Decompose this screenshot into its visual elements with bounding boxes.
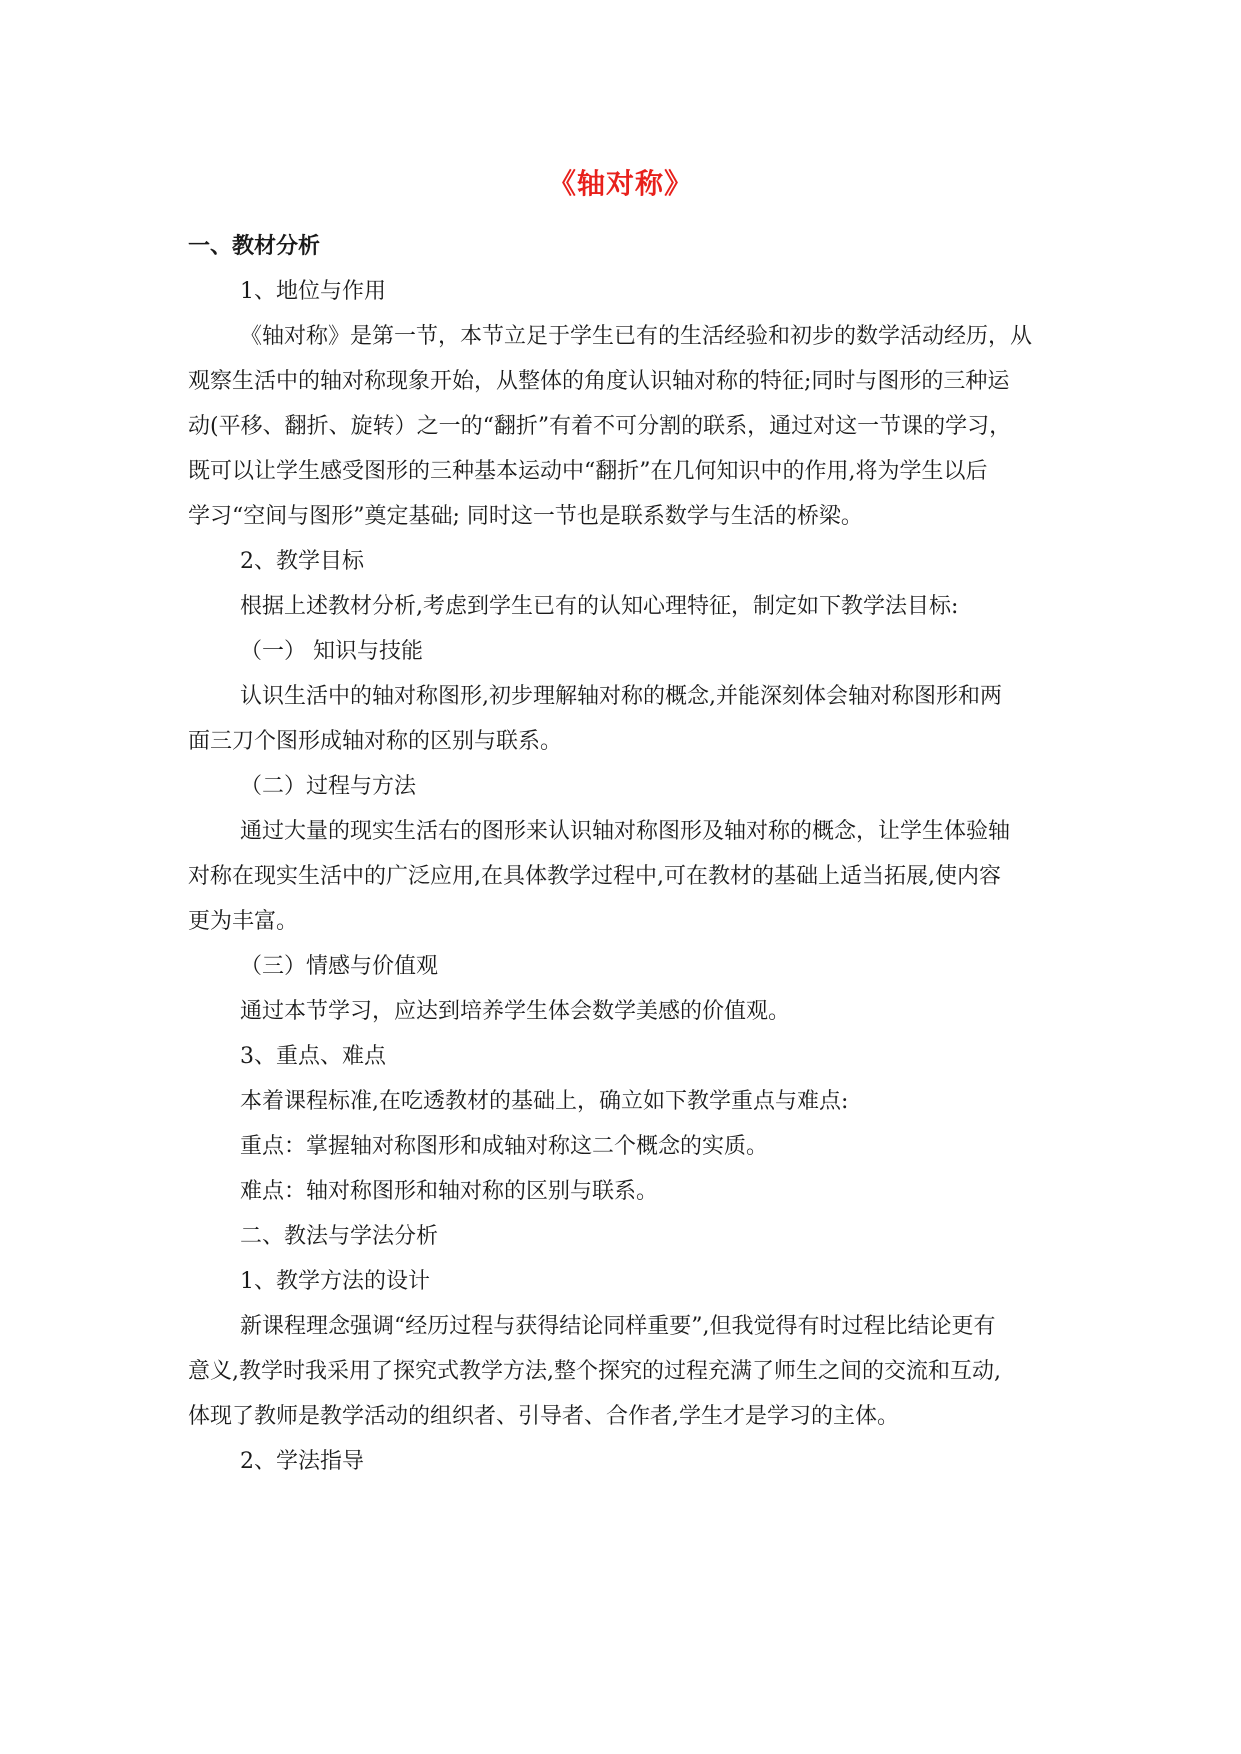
objective-heading-knowledge: （一） 知识与技能 [240,639,423,664]
paragraph-line: 对称在现实生活中的广泛应用,在具体教学过程中,可在教材的基础上适当拓展,使内容 [188,864,1001,889]
paragraph-line: 本着课程标准,在吃透教材的基础上，确立如下教学重点与难点: [240,1089,849,1114]
subsection-heading-2-2: 2、学法指导 [240,1449,364,1474]
paragraph-line: 通过本节学习，应达到培养学生体会数学美感的价值观。 [240,999,791,1024]
paragraph-line: 面三刀个图形成轴对称的区别与联系。 [188,729,563,754]
paragraph-line: 通过大量的现实生活右的图形来认识轴对称图形及轴对称的概念，让学生体验轴 [240,819,1011,844]
key-point-line: 重点：掌握轴对称图形和成轴对称这二个概念的实质。 [240,1134,769,1159]
paragraph-line: 《轴对称》是第一节，本节立足于学生已有的生活经验和初步的数学活动经历，从 [240,324,1033,349]
paragraph-line: 认识生活中的轴对称图形,初步理解轴对称的概念,并能深刻体会轴对称图形和两 [240,684,1002,709]
objective-heading-process: （二）过程与方法 [240,774,417,799]
subsection-heading-1-3: 3、重点、难点 [240,1044,386,1069]
paragraph-line: 根据上述教材分析,考虑到学生已有的认知心理特征，制定如下教学法目标: [240,594,959,619]
paragraph-line: 既可以让学生感受图形的三种基本运动中“翻折”在几何知识中的作用,将为学生以后 [188,459,988,484]
document-title: 《轴对称》 [547,167,693,200]
difficulty-line: 难点：轴对称图形和轴对称的区别与联系。 [240,1179,659,1204]
document-body [188,224,1060,1484]
paragraph-line: 学习“空间与图形”奠定基础; 同时这一节也是联系数学与生活的桥梁。 [188,504,863,529]
paragraph-line: 体现了教师是教学活动的组织者、引导者、合作者,学生才是学习的主体。 [188,1404,899,1429]
section-heading-1: 一、教材分析 [188,234,321,259]
subsection-heading-1-1: 1、地位与作用 [240,279,386,304]
paragraph-line: 观察生活中的轴对称现象开始，从整体的角度认识轴对称的特征;同时与图形的三种运 [188,369,1010,394]
objective-heading-values: （三）情感与价值观 [240,954,439,979]
paragraph-line: 更为丰富。 [188,909,299,934]
paragraph-line: 动(平移、翻折、旋转）之一的“翻折”有着不可分割的联系，通过对这一节课的学习， [188,414,1012,439]
subsection-heading-2-1: 1、教学方法的设计 [240,1269,430,1294]
paragraph-line: 意义,教学时我采用了探究式教学方法,整个探究的过程充满了师生之间的交流和互动, [188,1359,1001,1384]
section-heading-2: 二、教法与学法分析 [240,1224,439,1249]
paragraph-line: 新课程理念强调“经历过程与获得结论同样重要”,但我觉得有时过程比结论更有 [240,1314,996,1339]
subsection-heading-1-2: 2、教学目标 [240,549,364,574]
